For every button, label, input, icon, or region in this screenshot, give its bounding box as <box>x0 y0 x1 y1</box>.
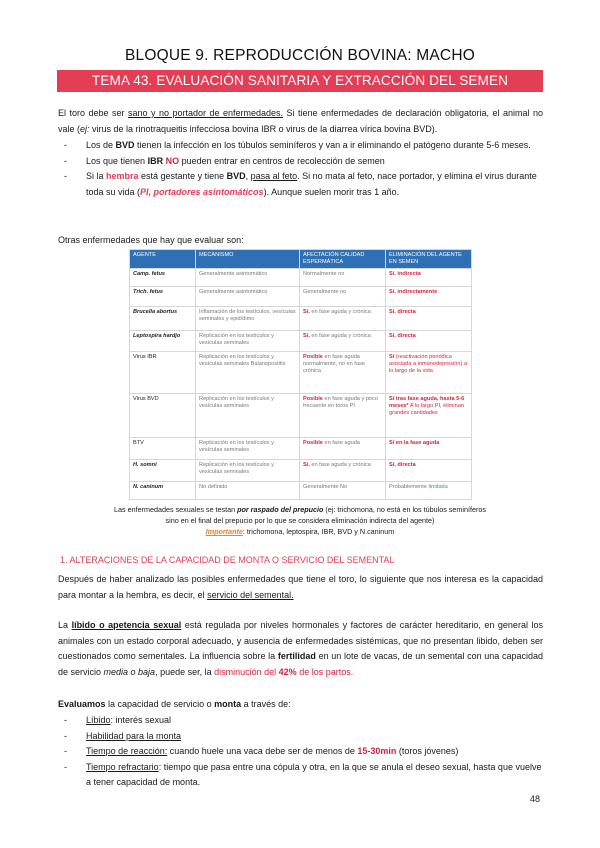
cell-elim: Sí, indirecta <box>386 269 472 287</box>
cell-agent: BTV <box>130 438 196 460</box>
cell-agent: H. somni <box>130 460 196 482</box>
table-row <box>130 438 472 460</box>
table-row <box>130 460 472 482</box>
cell-agent: Virus IBR <box>130 352 196 394</box>
table-row <box>130 287 472 307</box>
cell-mech: Inflamación de los testículos, vesículas seminales y epidídimo <box>196 307 300 331</box>
cell-calidad: Posible en fase aguda <box>300 438 386 460</box>
cell-calidad: Sí, en fase aguda y crónica <box>300 307 386 331</box>
cell-agent: Trich. fetus <box>130 287 196 307</box>
page-number: 48 <box>529 794 540 804</box>
cell-mech: Generalmente asintomático <box>196 287 300 307</box>
table-row <box>130 394 472 438</box>
list-item: - Los que tienen IBR NO pueden entrar en centros de recolección de semen <box>62 154 542 170</box>
list-item: - Tiempo de reacción: cuando huele una vaca debe ser de menos de 15-30min (toros jóvenes) <box>62 744 542 760</box>
otras-enfermedades-label: Otras enfermedades que hay que evaluar son: <box>58 235 244 245</box>
table-row <box>130 269 472 287</box>
note-line-3: Importante: trichomona, leptospira, IBR, BVD y N.caninum <box>205 527 395 536</box>
cell-calidad: Sí, en fase aguda y crónica <box>300 460 386 482</box>
cell-calidad: Sí, en fase aguda y crónica <box>300 331 386 352</box>
cell-elim: Sí en la fase aguda <box>386 438 472 460</box>
note-line-1: Las enfermedades sexuales se testan por raspado del prepucio (ej: trichomona, no está en los túbulos seminíferos <box>114 505 486 514</box>
cell-mech: Replicación en los testículos y vesículas seminales <box>196 460 300 482</box>
cell-calidad: Generalmente No <box>300 482 386 500</box>
intro-paragraph: El toro debe ser sano y no portador de enfermedades. Si tiene enfermedades de declaración obligatoria, el animal no vale (ej: virus de la rinotraqueitis infecciosa bovina IBR o virus de la diarrea vírica bovina BVD). <box>58 108 543 134</box>
list-item: - Los de BVD tienen la infección en los túbulos seminíferos y van a ir eliminando el patógeno durante 5-6 meses. <box>62 138 542 154</box>
cell-mech: Replicación en los testículos y vesículas seminales <box>196 331 300 352</box>
header-agente: AGENTE <box>130 250 196 269</box>
cell-agent: Camp. fetus <box>130 269 196 287</box>
cell-calidad: Posible en fase aguda y poco frecuente en toros PI <box>300 394 386 438</box>
cell-elim: Sí (reactivación periódica asociada a inmunodepresión) a lo largo de la vida <box>386 352 472 394</box>
diseases-table <box>129 249 472 500</box>
cell-agent: Brucella abortus <box>130 307 196 331</box>
evaluamos-line: Evaluamos la capacidad de servicio o monta a través de: <box>58 699 291 709</box>
note-line-2: sino en el final del prepucio por lo que se considera eliminación indirecta del agente) <box>165 516 435 525</box>
cell-elim: Sí, directa <box>386 307 472 331</box>
section1-paragraph-1: Después de haber analizado las posibles enfermedades que tiene el toro, lo siguiente que nos interesa es la capacidad para montar a la hembra, es decir, el servicio del semental. <box>58 574 543 600</box>
cell-mech: Replicación en los testículos y vesículas seminales <box>196 394 300 438</box>
table-header-row <box>130 250 472 269</box>
cell-mech: Replicación en los testículos y vesículas seminales <box>196 438 300 460</box>
table-row <box>130 307 472 331</box>
cell-agent: Virus BVD <box>130 394 196 438</box>
header-mecanismo: MECANISMO <box>196 250 300 269</box>
cell-mech: Generalmente asintomático <box>196 269 300 287</box>
bullet-list-capacity <box>62 713 542 791</box>
cell-calidad: Generalmente no <box>300 287 386 307</box>
list-item: - Si la hembra está gestante y tiene BVD, pasa al feto. Si no mata al feto, nace portador, y elimina el virus durante toda su vida (PI, portadores asintomáticos). Aunque suelen morir tras 1 año. <box>62 169 542 200</box>
table-row <box>130 482 472 500</box>
list-item: - Tiempo refractario: tiempo que pasa entre una cópula y otra, en la que se anula el deseo sexual, hasta que vuelve a tener capacidad de monta. <box>62 760 542 791</box>
table-row <box>130 331 472 352</box>
bullet-list-diseases <box>62 138 542 200</box>
cell-elim: Probablemente limitada <box>386 482 472 500</box>
cell-elim: Sí, indirectamente <box>386 287 472 307</box>
cell-agent: Leptospira hardjo <box>130 331 196 352</box>
header-eliminacion: ELIMINACIÓN DEL AGENTE EN SEMEN <box>386 250 472 269</box>
cell-agent: N. caninum <box>130 482 196 500</box>
cell-mech: No definido <box>196 482 300 500</box>
bloque-title: BLOQUE 9. REPRODUCCIÓN BOVINA: MACHO <box>125 47 475 64</box>
table-row <box>130 352 472 394</box>
table-note <box>40 504 560 537</box>
cell-elim: Sí, directa <box>386 460 472 482</box>
cell-calidad: Normalmente no <box>300 269 386 287</box>
cell-elim: Sí, directa <box>386 331 472 352</box>
cell-calidad: Posible en fase aguda normalmente, no en fase crónica <box>300 352 386 394</box>
tema-banner: TEMA 43. EVALUACIÓN SANITARIA Y EXTRACCIÓN DEL SEMEN <box>57 70 543 92</box>
cell-mech: Replicación en los testículos y vesículas seminales Balanopostitis <box>196 352 300 394</box>
header-afectacion: AFECTACIÓN CALIDAD ESPERMÁTICA <box>300 250 386 269</box>
list-item: - Líbido: interés sexual <box>62 713 542 729</box>
list-item: - Habilidad para la monta <box>62 729 542 745</box>
section-heading: 1. ALTERACIONES DE LA CAPACIDAD DE MONTA O SERVICIO DEL SEMENTAL <box>60 555 395 565</box>
cell-elim: Sí tras fase aguda, hasta 5-6 meses* A lo largo PI, eliminan grandes cantidades <box>386 394 472 438</box>
section1-paragraph-2: La líbido o apetencia sexual está regulada por niveles hormonales y factores de carácter hereditario, en general los animales con un estado corporal adecuado, y ausencia de enfermedades sistémicas, que no presentan libido, deben ser cuestionados como sementales. La influencia sobre la fertilidad en un lote de vacas, de un semental con una capacidad de servicio media o baja, puede ser, la disminución del 42% de los partos. <box>58 620 543 677</box>
